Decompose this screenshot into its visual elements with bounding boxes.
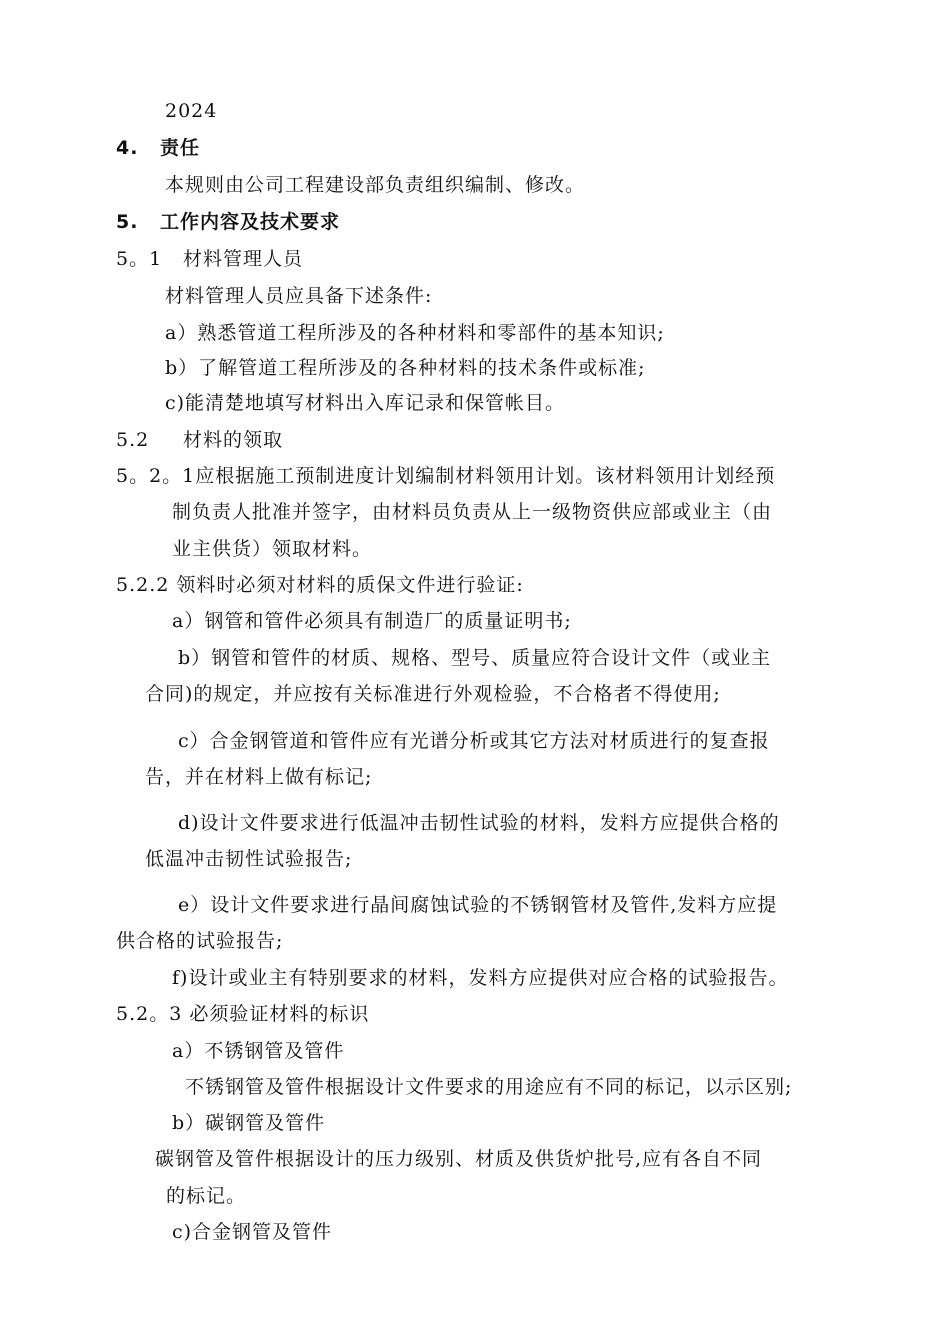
- section-5-2-1-line-2: 制负责人批准并签字，由材料员负责从上一级物资供应部或业主（由: [172, 501, 773, 523]
- section-5-2-3-item-b-text-line-1: 碳钢管及管件根据设计的压力级别、材质及供货炉批号,应有各自不同: [155, 1148, 763, 1170]
- section-5-2-2-item-c-line-2: 告，并在材料上做有标记;: [145, 766, 373, 788]
- section-5-2-2-item-e-line-2: 供合格的试验报告;: [116, 930, 284, 952]
- section-5-2-title: 材料的领取: [183, 429, 284, 451]
- section-5-1-item-c: c)能清楚地填写材料出入库记录和保管帐目。: [165, 392, 566, 414]
- section-5-2-2-item-d-line-2: 低温冲击韧性试验报告;: [145, 848, 353, 870]
- section-5-2-3-item-c: c)合金钢管及管件: [172, 1221, 333, 1243]
- responsibility-paragraph: 本规则由公司工程建设部负责组织编制、修改。: [165, 174, 586, 196]
- section-5-2-number: 5.2: [116, 429, 150, 451]
- section-5-2-3-item-b: b）碳钢管及管件: [172, 1112, 326, 1134]
- section-5-1-item-b: b）了解管道工程所涉及的各种材料的技术条件或标准;: [165, 357, 646, 379]
- section-4-title: 责任: [160, 137, 201, 159]
- section-5-2-2-item-b-line-1: b）钢管和管件的材质、规格、型号、质量应符合设计文件（或业主: [178, 647, 772, 669]
- section-5-2-3-item-a-text: 不锈钢管及管件根据设计文件要求的用途应有不同的标记，以示区别;: [185, 1076, 793, 1098]
- section-5-2-3-item-a: a）不锈钢管及管件: [172, 1040, 345, 1062]
- section-5-2-2-item-d-line-1: d)设计文件要求进行低温冲击韧性试验的材料，发料方应提供合格的: [178, 812, 780, 834]
- section-5-2-1-line-1: 5。2。1应根据施工预制进度计划编制材料领用计划。该材料领用计划经预: [116, 465, 776, 487]
- section-5-2-3-item-b-text-line-2: 的标记。: [166, 1185, 247, 1207]
- section-5-1-intro: 材料管理人员应具备下述条件:: [165, 285, 433, 307]
- section-5-2-3-heading: 5.2。3 必须验证材料的标识: [116, 1003, 370, 1025]
- section-5-2-2-item-e-line-1: e）设计文件要求进行晶间腐蚀试验的不锈钢管材及管件,发料方应提: [178, 894, 778, 916]
- section-5-2-2-item-c-line-1: c）合金钢管道和管件应有光谱分析或其它方法对材质进行的复查报: [178, 730, 770, 752]
- section-5-2-2-heading: 5.2.2 领料时必须对材料的质保文件进行验证:: [116, 574, 524, 596]
- section-5-title: 工作内容及技术要求: [160, 211, 341, 233]
- section-5-1-item-a: a）熟悉管道工程所涉及的各种材料和零部件的基本知识;: [165, 322, 665, 344]
- year-text: 2024: [165, 100, 218, 122]
- section-5-1-title: 材料管理人员: [183, 248, 304, 270]
- section-5-2-1-line-3: 业主供货）领取材料。: [172, 538, 373, 560]
- section-4-number: 4.: [116, 137, 139, 159]
- section-5-number: 5.: [116, 211, 139, 233]
- section-5-2-2-item-b-line-2: 合同)的规定，并应按有关标准进行外观检验，不合格者不得使用;: [145, 683, 721, 705]
- section-5-2-2-item-a: a）钢管和管件必须具有制造厂的质量证明书;: [172, 610, 572, 632]
- section-5-2-2-item-f: f)设计或业主有特别要求的材料，发料方应提供对应合格的试验报告。: [172, 967, 789, 989]
- section-5-1-number: 5。1: [116, 248, 163, 270]
